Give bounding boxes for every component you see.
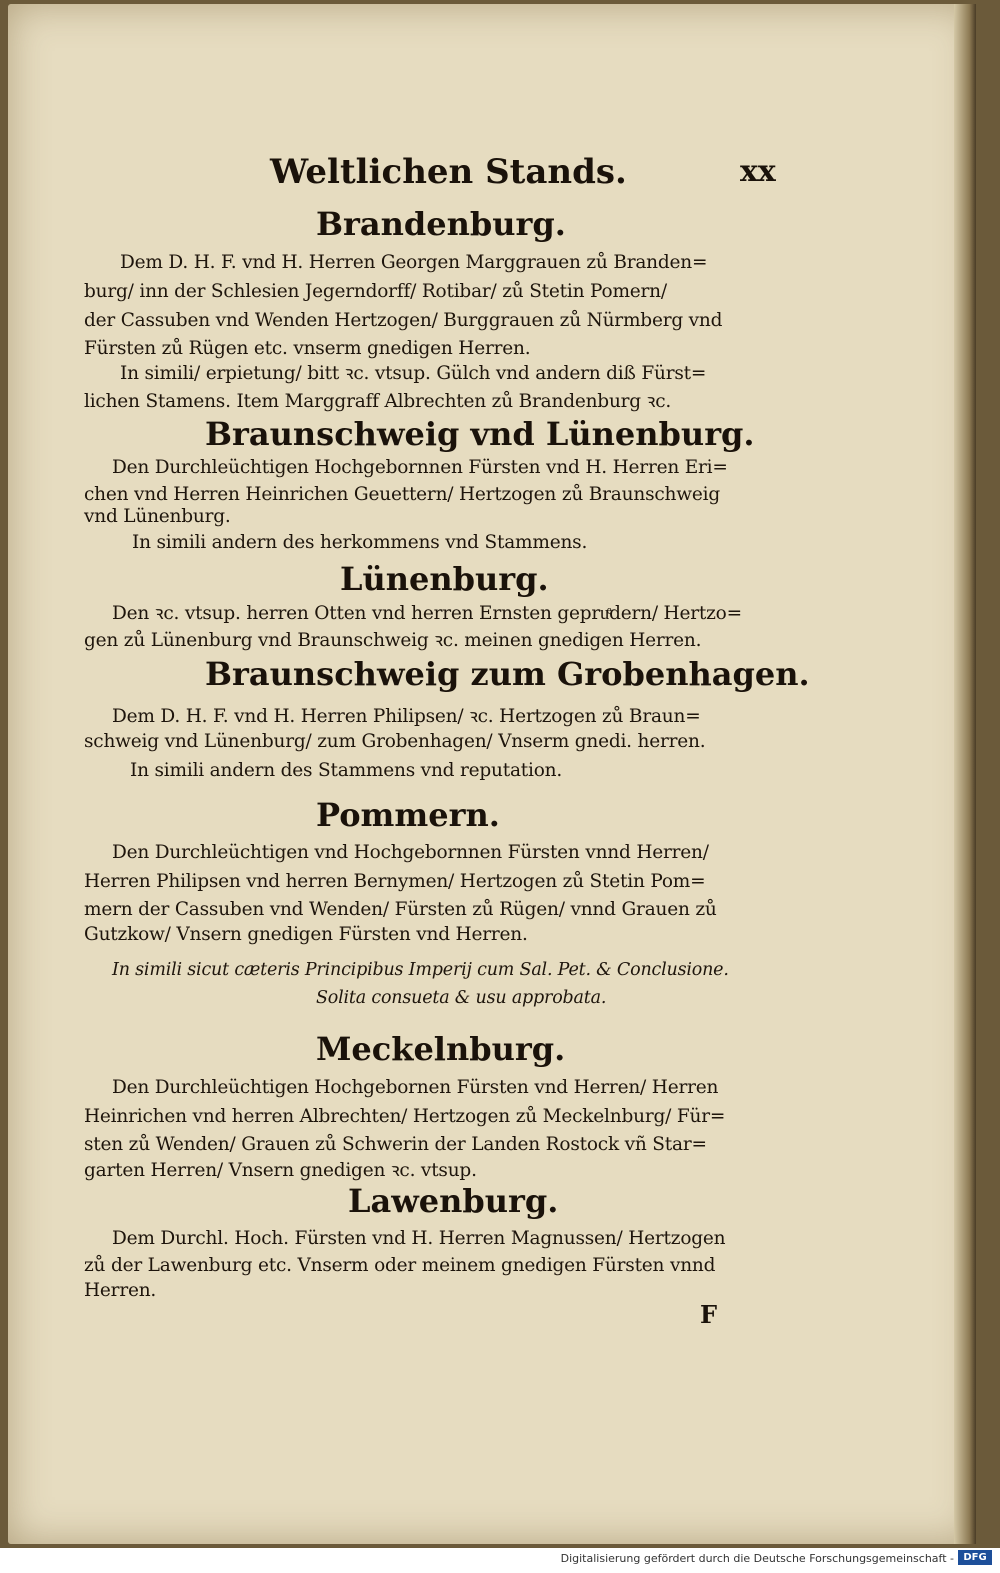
running-header bbox=[270, 152, 776, 212]
folio-number: xx bbox=[740, 154, 776, 189]
text-line: garten Herren/ Vnsern gnedigen ꝛc. vtsup. bbox=[84, 1160, 477, 1181]
section-title-braunschweig-luenenburg: Braunschweig vnd Lünenburg. bbox=[205, 415, 755, 453]
page-gutter bbox=[954, 4, 976, 1544]
funding-credit: Digitalisierung gefördert durch die Deutsche Forschungsgemeinschaft - bbox=[560, 1552, 954, 1565]
text-line: Dem D. H. F. vnd H. Herren Georgen Marggrauen zů Branden= bbox=[120, 252, 708, 273]
text-line: Dem Durchl. Hoch. Fürsten vnd H. Herren Magnussen/ Hertzogen bbox=[112, 1228, 726, 1249]
text-line: Den Durchleüchtigen Hochgebornen Fürsten vnd Herren/ Herren bbox=[112, 1077, 719, 1098]
text-line: Dem D. H. F. vnd H. Herren Philipsen/ ꝛc. Hertzogen zů Braun= bbox=[112, 706, 701, 727]
text-line: In simili andern des Stammens vnd reputation. bbox=[130, 760, 563, 781]
text-line: Fürsten zů Rügen etc. vnserm gnedigen Herren. bbox=[84, 338, 531, 359]
text-line: Den ꝛc. vtsup. herren Otten vnd herren Ernsten gepruͤdern/ Hertzo= bbox=[112, 603, 742, 624]
text-line: In simili/ erpietung/ bitt ꝛc. vtsup. Gülch vnd andern diß Fürst= bbox=[120, 363, 707, 384]
latin-line: Solita consueta & usu approbata. bbox=[316, 988, 607, 1008]
latin-line: In simili sicut cæteris Principibus Imperij cum Sal. Pet. & Conclusione. bbox=[112, 960, 729, 980]
section-title-luenenburg: Lünenburg. bbox=[340, 560, 549, 598]
text-line: zů der Lawenburg etc. Vnserm oder meinem gnedigen Fürsten vnnd bbox=[84, 1255, 716, 1276]
text-line: sten zů Wenden/ Grauen zů Schwerin der Landen Rostock vñ Star= bbox=[84, 1134, 707, 1155]
section-title-pommern: Pommern. bbox=[316, 796, 500, 834]
text-line: Herren. bbox=[84, 1280, 157, 1301]
text-line: Herren Philipsen vnd herren Bernymen/ Hertzogen zů Stetin Pom= bbox=[84, 871, 706, 892]
section-title-lawenburg: Lawenburg. bbox=[348, 1182, 559, 1220]
text-line: gen zů Lünenburg vnd Braunschweig ꝛc. meinen gnedigen Herren. bbox=[84, 630, 702, 651]
text-line: In simili andern des herkommens vnd Stammens. bbox=[132, 532, 588, 553]
text-line: mern der Cassuben vnd Wenden/ Fürsten zů Rügen/ vnnd Grauen zů bbox=[84, 899, 717, 920]
text-line: lichen Stamens. Item Marggraff Albrechten zů Brandenburg ꝛc. bbox=[84, 391, 672, 412]
running-title: Weltlichen Stands. bbox=[270, 152, 627, 192]
text-line: schweig vnd Lünenburg/ zum Grobenhagen/ Vnserm gnedi. herren. bbox=[84, 731, 706, 752]
text-line: Den Durchleüchtigen vnd Hochgebornnen Fürsten vnnd Herren/ bbox=[112, 842, 709, 863]
dfg-logo-icon: DFG bbox=[958, 1550, 992, 1565]
text-line: Heinrichen vnd herren Albrechten/ Hertzogen zů Meckelnburg/ Für= bbox=[84, 1106, 726, 1127]
catchword: F bbox=[700, 1300, 718, 1329]
section-title-brandenburg: Brandenburg. bbox=[316, 205, 566, 243]
section-title-grobenhagen: Braunschweig zum Grobenhagen. bbox=[205, 655, 810, 693]
text-line: der Cassuben vnd Wenden Hertzogen/ Burggrauen zů Nürmberg vnd bbox=[84, 310, 723, 331]
text-line: Gutzkow/ Vnsern gnedigen Fürsten vnd Herren. bbox=[84, 924, 528, 945]
text-line: Den Durchleüchtigen Hochgebornnen Fürsten vnd H. Herren Eri= bbox=[112, 457, 728, 478]
text-line: burg/ inn der Schlesien Jegerndorff/ Rotibar/ zů Stetin Pomern/ bbox=[84, 281, 667, 302]
text-line: chen vnd Herren Heinrichen Geuettern/ Hertzogen zů Braunschweig bbox=[84, 484, 720, 505]
text-line: vnd Lünenburg. bbox=[84, 506, 231, 527]
section-title-meckelnburg: Meckelnburg. bbox=[316, 1030, 566, 1068]
